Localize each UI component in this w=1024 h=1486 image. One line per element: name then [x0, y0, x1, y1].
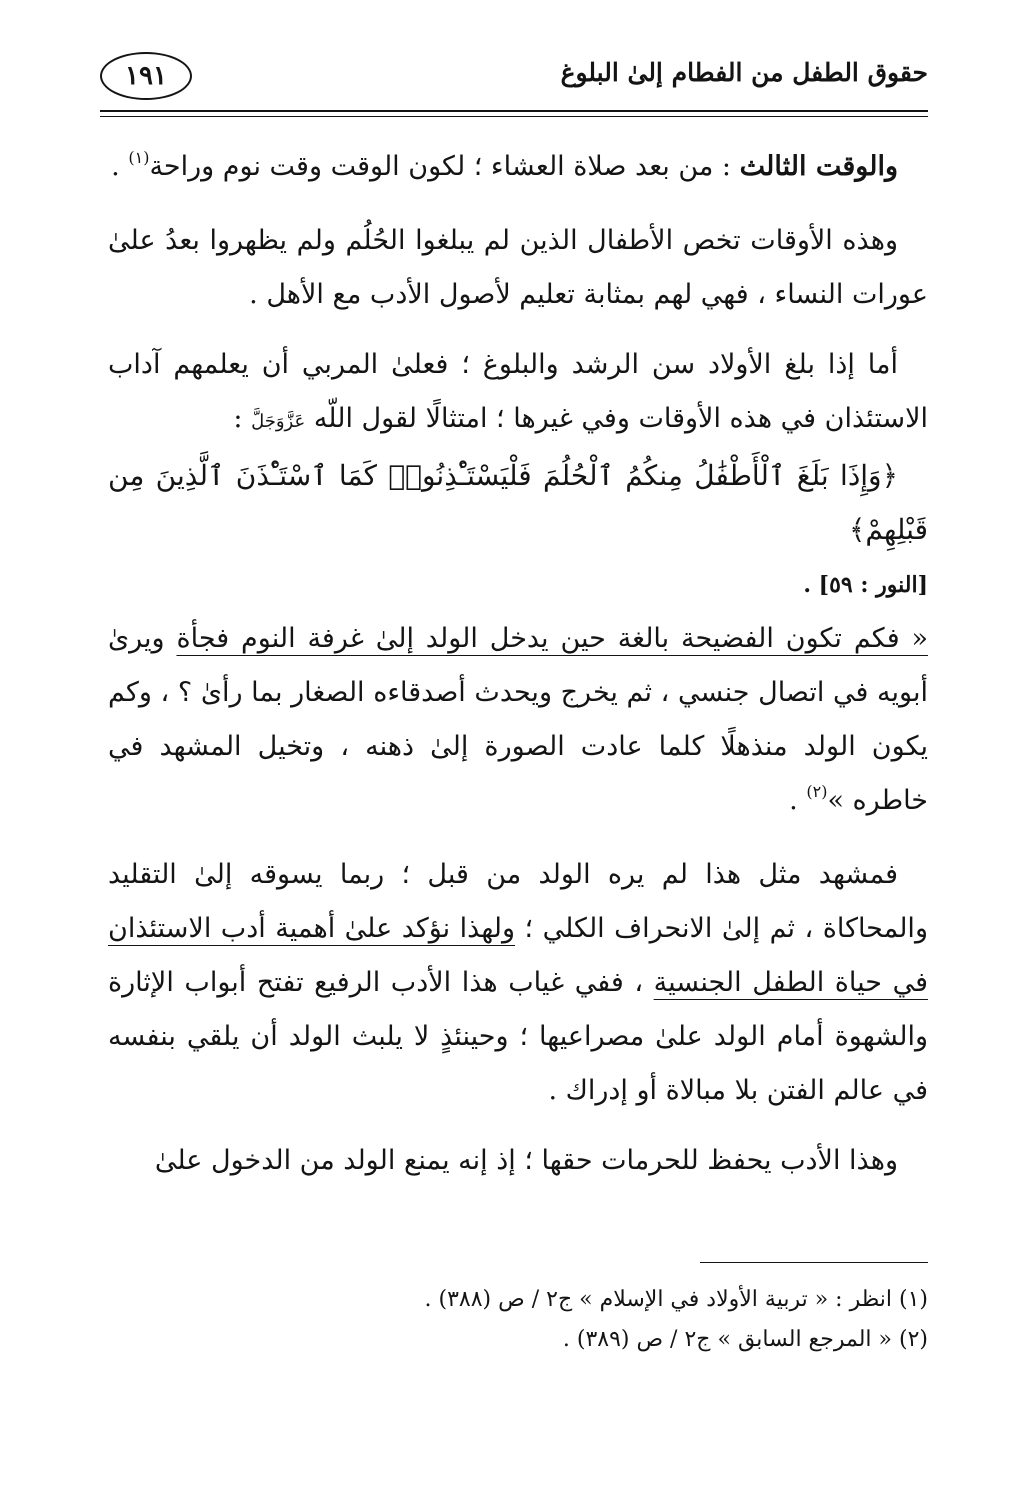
header-rule-thick — [100, 110, 928, 112]
underlined-quote-start: « فكم تكون الفضيحة بالغة حين يدخل الولد إلىٰ غرفة النوم فجأة — [176, 623, 928, 654]
quran-verse: ﴿وَإِذَا بَلَغَ ٱلْأَطْفَٰلُ مِنكُمُ ٱلْحُلُمَ فَلْيَسْتَـْٔذِنُوا۟ كَمَا ٱسْتَـْٔذَنَ ٱلَّذِينَ مِن قَبْلِهِمْ﴾ — [108, 459, 928, 546]
honorific-glyph: عَزَّوَجَلَّ — [251, 411, 306, 432]
page-header — [100, 52, 928, 112]
paragraph-text: ، ففي غياب هذا الأدب الرفيع تفتح أبواب الإثارة والشهوة أمام الولد علىٰ مصراعيها ؛ وحينئذٍ لا يلبث الولد أن يلقي بنفسه في عالم الفتن بلا مبالاة أو إدراك . — [108, 967, 928, 1106]
paragraph-imitation — [108, 848, 928, 1118]
paragraph-text: أما إذا بلغ الأولاد سن الرشد والبلوغ ؛ فعلىٰ المربي أن يعلمهم آداب الاستئذان في هذه الأوقات وفي غيرها ؛ امتثالًا لقول اللّه — [108, 349, 928, 434]
paragraph-text: ويرىٰ أبويه في اتصال جنسي ، ثم يخرج ويحدث أصدقاءه الصغار بما رأىٰ ؟ ، وكم يكون الولد منذهلًا كلما عادت الصورة إلىٰ ذهنه ، وتخيل المشهد في خاطره » — [108, 623, 928, 816]
paragraph-adult-permission — [108, 338, 928, 612]
paragraph-text: فمشهد مثل هذا لم يره الولد من قبل ؛ ربما يسوقه إلىٰ التقليد والمحاكاة ، ثم إلىٰ الانحراف الكلي ؛ — [108, 859, 928, 944]
running-title: حقوق الطفل من الفطام إلىٰ البلوغ — [560, 58, 928, 87]
bold-lead-term: والوقت الثالث — [739, 151, 898, 182]
colon: : — [233, 403, 243, 434]
footnote-marker-1[interactable]: (١) — [128, 148, 150, 167]
footnote-marker-2[interactable]: (٢) — [806, 782, 828, 801]
paragraph-third-time — [108, 140, 928, 194]
page-number-badge: ١٩١ — [100, 52, 192, 100]
footnote-separator — [700, 1262, 928, 1263]
paragraph-times-purpose: وهذه الأوقات تخص الأطفال الذين لم يبلغوا الحُلُم ولم يظهروا بعدُ علىٰ عورات النساء ، فهي لهم بمثابة تعليم لأصول الأدب مع الأهل . — [108, 225, 928, 310]
paragraph-quotation — [108, 612, 928, 828]
underlined-emphasis: ولهذا نؤكد علىٰ أهمية أدب الاستئذان في حياة الطفل الجنسية — [108, 913, 928, 998]
paragraph-sanctity: وهذا الأدب يحفظ للحرمات حقها ؛ إذ إنه يمنع الولد من الدخول علىٰ — [154, 1145, 898, 1176]
sentence-end: . — [789, 785, 798, 816]
footnote-2: (٢) « المرجع السابق » ج٢ / ص (٣٨٩) . — [562, 1327, 928, 1352]
sentence-end: . — [111, 151, 120, 182]
main-text — [108, 140, 928, 1188]
footnote-1: (١) انظر : « تربية الأولاد في الإسلام » ج٢ / ص (٣٨٨) . — [424, 1287, 928, 1312]
header-rule-thin — [100, 116, 928, 117]
verse-reference: [النور : ٥٩] . — [803, 572, 928, 598]
paragraph-text: : من بعد صلاة العشاء ؛ لكون الوقت وقت نوم وراحة — [149, 151, 732, 182]
footnotes — [108, 1280, 928, 1360]
